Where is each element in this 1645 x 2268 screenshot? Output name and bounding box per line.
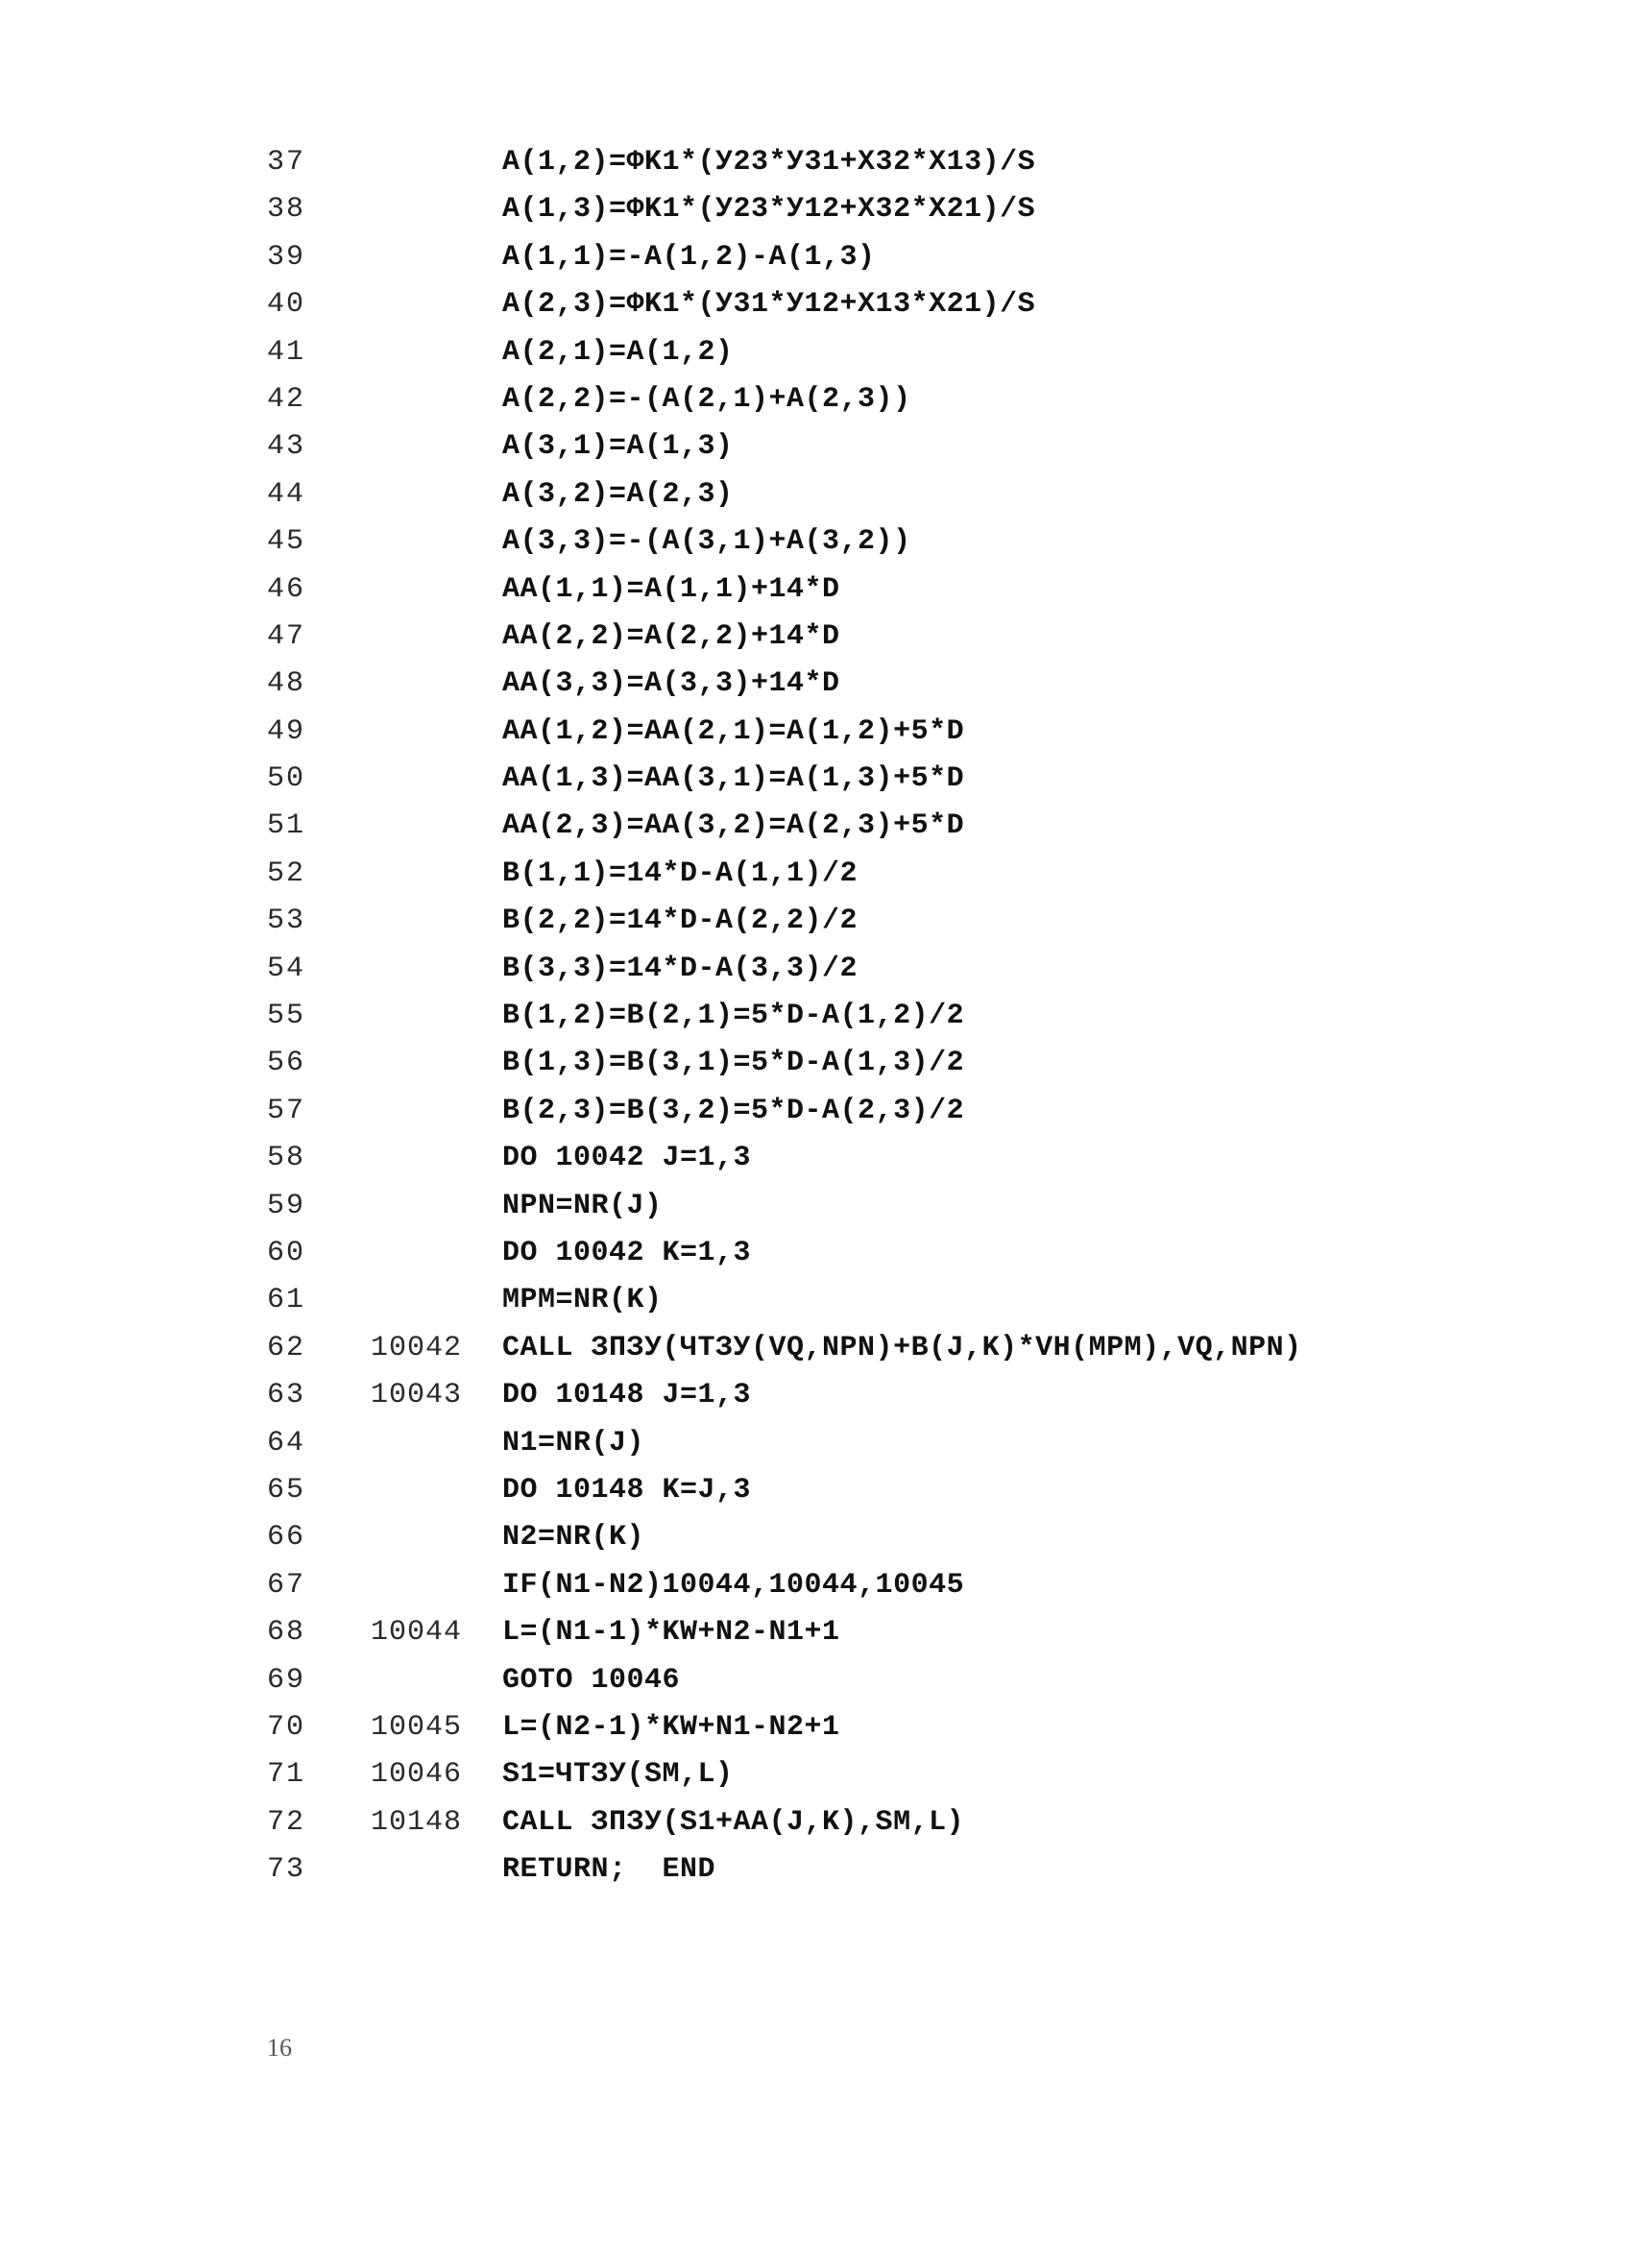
code-statement: S1=ЧТЗУ(SM,L) <box>502 1758 734 1792</box>
code-line <box>267 1135 1515 1182</box>
line-number: 50 <box>267 762 306 796</box>
line-number: 41 <box>267 335 306 369</box>
code-statement: B(1,3)=B(3,1)=5*D-A(1,3)/2 <box>502 1047 965 1080</box>
code-line <box>267 1657 1515 1704</box>
code-line <box>267 519 1515 566</box>
code-statement: A(2,3)=ФK1*(У31*У12+X13*X21)/S <box>502 288 1036 322</box>
line-number: 58 <box>267 1142 306 1175</box>
code-line <box>267 898 1515 945</box>
code-statement: AA(1,2)=AA(2,1)=A(1,2)+5*D <box>502 714 965 748</box>
line-number: 53 <box>267 905 306 938</box>
line-number: 66 <box>267 1521 306 1555</box>
line-number: 44 <box>267 477 306 511</box>
code-line <box>267 567 1515 614</box>
code-line <box>267 1325 1515 1372</box>
code-line <box>267 471 1515 519</box>
line-number: 39 <box>267 240 306 274</box>
statement-label: 10043 <box>371 1379 463 1412</box>
code-statement: DO 10042 K=1,3 <box>502 1236 752 1269</box>
line-number: 65 <box>267 1473 306 1507</box>
code-line <box>267 946 1515 993</box>
statement-label: 10045 <box>371 1710 463 1744</box>
code-statement: AA(2,3)=AA(3,2)=A(2,3)+5*D <box>502 809 965 843</box>
code-line <box>267 1420 1515 1467</box>
code-line <box>267 1277 1515 1324</box>
line-number: 42 <box>267 382 306 416</box>
line-number: 55 <box>267 1000 306 1033</box>
code-line <box>267 139 1515 186</box>
code-statement: B(1,2)=B(2,1)=5*D-A(1,2)/2 <box>502 1000 965 1033</box>
code-statement: B(2,3)=B(3,2)=5*D-A(2,3)/2 <box>502 1094 965 1127</box>
code-statement: NPN=NR(J) <box>502 1189 663 1222</box>
code-line <box>267 1562 1515 1609</box>
code-statement: B(3,3)=14*D-A(3,3)/2 <box>502 952 859 985</box>
code-statement: N2=NR(K) <box>502 1521 645 1555</box>
code-line <box>267 803 1515 850</box>
line-number: 46 <box>267 572 306 606</box>
code-statement: A(1,1)=-A(1,2)-A(1,3) <box>502 240 876 274</box>
code-statement: AA(3,3)=A(3,3)+14*D <box>502 667 840 701</box>
code-line <box>267 329 1515 376</box>
statement-label: 10042 <box>371 1331 463 1364</box>
code-line <box>267 993 1515 1040</box>
code-statement: A(3,3)=-(A(3,1)+A(3,2)) <box>502 525 911 559</box>
code-line <box>267 614 1515 661</box>
code-line <box>267 1372 1515 1419</box>
line-number: 59 <box>267 1189 306 1222</box>
statement-label: 10046 <box>371 1758 463 1792</box>
line-number: 72 <box>267 1805 306 1839</box>
line-number: 54 <box>267 952 306 985</box>
code-statement: B(1,1)=14*D-A(1,1)/2 <box>502 857 859 890</box>
line-number: 71 <box>267 1758 306 1792</box>
line-number: 49 <box>267 714 306 748</box>
code-statement: AA(1,3)=AA(3,1)=A(1,3)+5*D <box>502 762 965 796</box>
code-line <box>267 709 1515 756</box>
line-number: 68 <box>267 1616 306 1650</box>
code-line <box>267 1609 1515 1656</box>
code-statement: AA(1,1)=A(1,1)+14*D <box>502 572 840 606</box>
code-line <box>267 1183 1515 1230</box>
code-line <box>267 1088 1515 1135</box>
code-statement: A(2,2)=-(A(2,1)+A(2,3)) <box>502 382 911 416</box>
code-line <box>267 186 1515 233</box>
code-line <box>267 661 1515 708</box>
statement-label: 10148 <box>371 1805 463 1839</box>
code-line <box>267 1230 1515 1277</box>
line-number: 64 <box>267 1426 306 1460</box>
code-statement: L=(N1-1)*KW+N2-N1+1 <box>502 1616 840 1650</box>
code-line <box>267 1514 1515 1561</box>
page-number: 16 <box>267 2034 292 2062</box>
line-number: 63 <box>267 1379 306 1412</box>
line-number: 67 <box>267 1568 306 1602</box>
line-number: 61 <box>267 1284 306 1317</box>
line-number: 43 <box>267 430 306 464</box>
code-statement: CALL ЗПЗУ(ЧТЗУ(VQ,NPN)+B(J,K)*VH(MPM),VQ,NPN) <box>502 1331 1302 1364</box>
code-statement: A(2,1)=A(1,2) <box>502 335 734 369</box>
line-number: 37 <box>267 146 306 179</box>
code-statement: B(2,2)=14*D-A(2,2)/2 <box>502 905 859 938</box>
line-number: 69 <box>267 1663 306 1697</box>
line-number: 73 <box>267 1853 306 1887</box>
statement-label: 10044 <box>371 1616 463 1650</box>
code-statement: A(3,2)=A(2,3) <box>502 477 734 511</box>
line-number: 51 <box>267 809 306 843</box>
code-line <box>267 756 1515 803</box>
code-line <box>267 1846 1515 1894</box>
code-statement: N1=NR(J) <box>502 1426 645 1460</box>
code-line <box>267 234 1515 281</box>
code-statement: MPM=NR(K) <box>502 1284 663 1317</box>
code-line <box>267 1799 1515 1846</box>
line-number: 62 <box>267 1331 306 1364</box>
line-number: 45 <box>267 525 306 559</box>
code-line <box>267 423 1515 470</box>
code-statement: RETURN; END <box>502 1853 716 1887</box>
line-number: 60 <box>267 1236 306 1269</box>
code-statement: AA(2,2)=A(2,2)+14*D <box>502 619 840 653</box>
code-statement: DO 10148 K=J,3 <box>502 1473 752 1507</box>
code-statement: GOTO 10046 <box>502 1663 681 1697</box>
code-statement: IF(N1-N2)10044,10044,10045 <box>502 1568 965 1602</box>
line-number: 40 <box>267 288 306 322</box>
code-statement: A(1,2)=ФK1*(У23*У31+X32*X13)/S <box>502 146 1036 179</box>
line-number: 47 <box>267 619 306 653</box>
line-number: 70 <box>267 1710 306 1744</box>
code-statement: DO 10148 J=1,3 <box>502 1379 752 1412</box>
code-listing <box>267 139 1515 1894</box>
line-number: 48 <box>267 667 306 701</box>
line-number: 38 <box>267 193 306 227</box>
code-statement: A(3,1)=A(1,3) <box>502 430 734 464</box>
code-line <box>267 1040 1515 1087</box>
code-statement: CALL ЗПЗУ(S1+AA(J,K),SM,L) <box>502 1805 965 1839</box>
code-line <box>267 281 1515 328</box>
line-number: 57 <box>267 1094 306 1127</box>
code-statement: A(1,3)=ФK1*(У23*У12+X32*X21)/S <box>502 193 1036 227</box>
code-line <box>267 376 1515 423</box>
code-line <box>267 1751 1515 1798</box>
code-line <box>267 1704 1515 1751</box>
code-line <box>267 1467 1515 1514</box>
code-line <box>267 851 1515 898</box>
code-statement: DO 10042 J=1,3 <box>502 1142 752 1175</box>
line-number: 56 <box>267 1047 306 1080</box>
line-number: 52 <box>267 857 306 890</box>
code-statement: L=(N2-1)*KW+N1-N2+1 <box>502 1710 840 1744</box>
